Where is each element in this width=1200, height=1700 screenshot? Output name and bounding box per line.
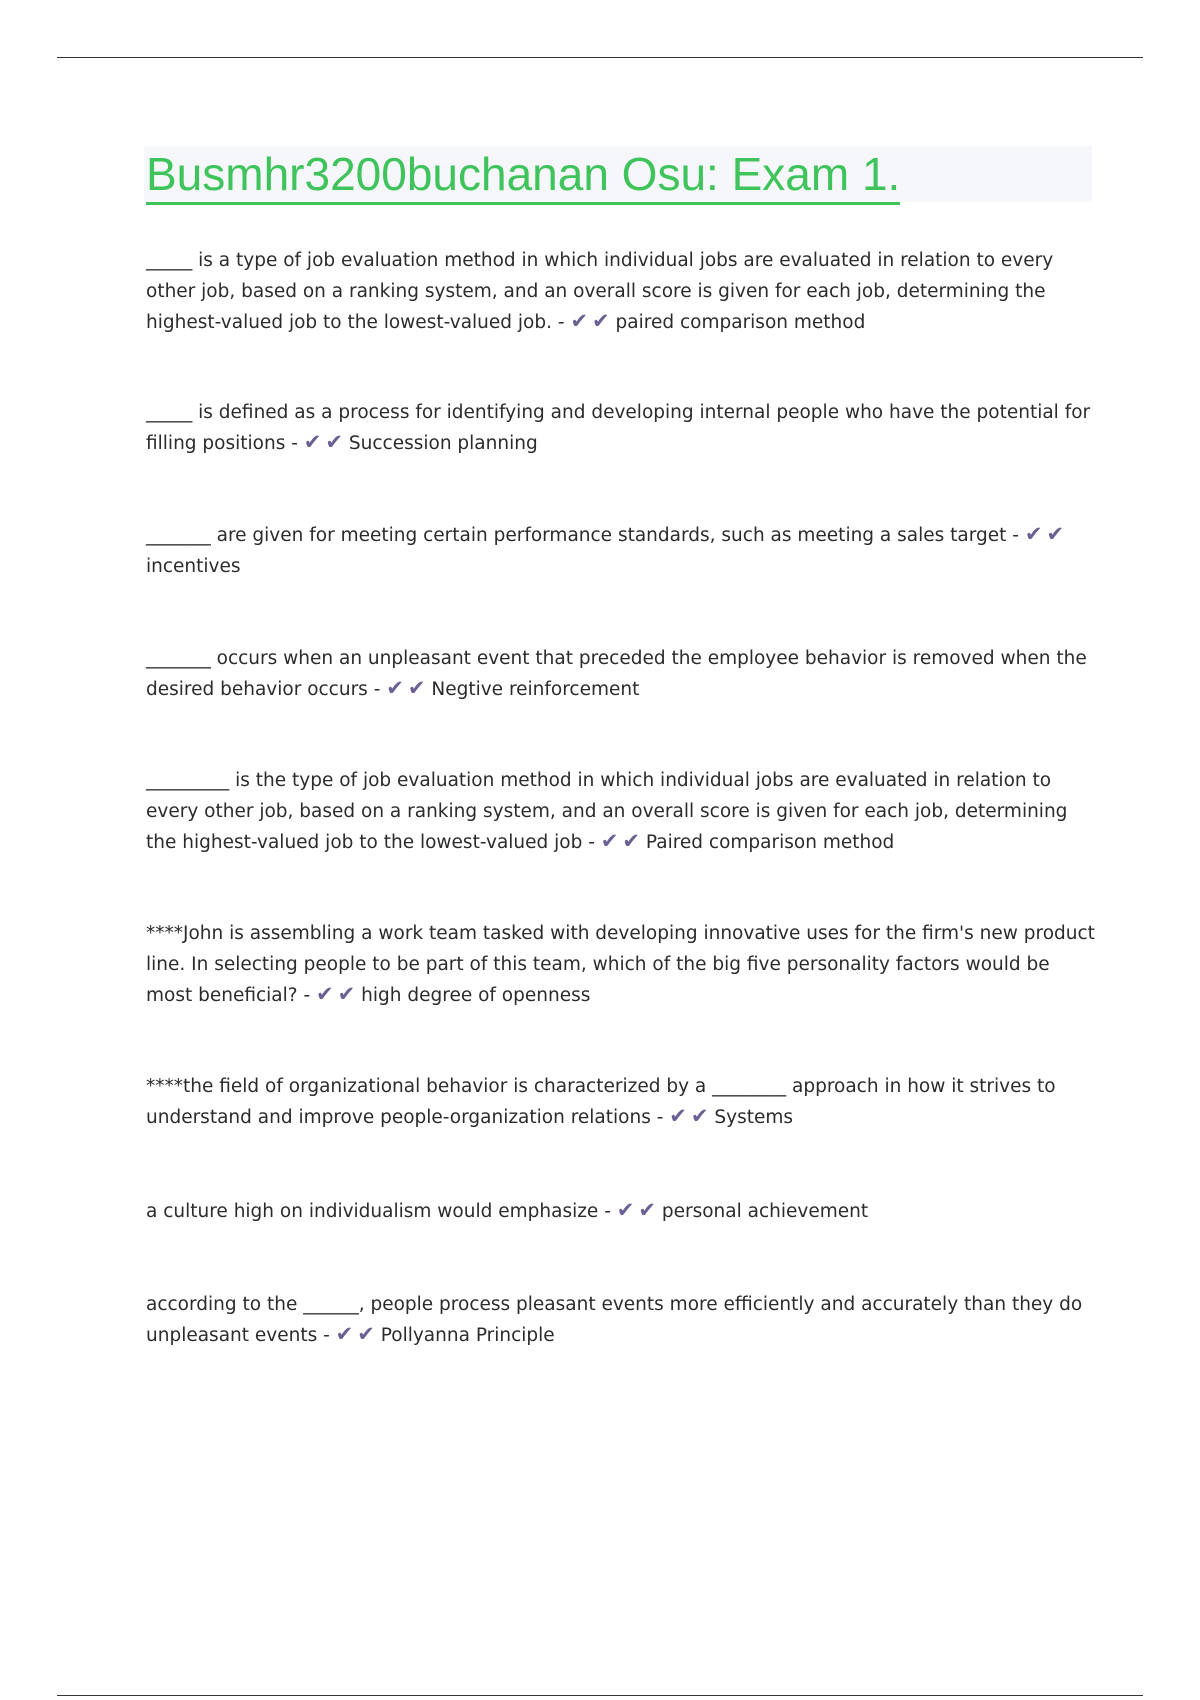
separator: -: [285, 433, 304, 454]
check-icon: ✔: [616, 1198, 635, 1222]
separator: -: [582, 832, 601, 853]
answer-text: high degree of openness: [361, 985, 591, 1006]
question-text: a culture high on individualism would emphasize: [146, 1201, 599, 1222]
check-icon: ✔: [669, 1104, 687, 1128]
check-icon: ✔: [600, 829, 619, 853]
check-icon: ✔: [325, 430, 343, 454]
answer-text: Pollyanna Principle: [380, 1325, 555, 1346]
check-icon: ✔: [407, 676, 426, 700]
answer-text: Negtive reinforcement: [431, 679, 640, 700]
separator: -: [552, 312, 571, 333]
question-text: _______ occurs when an unpleasant event that preceded the employee behavior is removed when the desired behavior occurs: [146, 648, 1087, 700]
question-text: _____ is defined as a process for identifying and developing internal people who have the potential for filling positions: [146, 402, 1091, 454]
answer-text: incentives: [146, 556, 241, 577]
answer-text: personal achievement: [661, 1201, 869, 1222]
qa-item-8: [146, 1196, 1096, 1227]
qa-item-7: [146, 1071, 1096, 1133]
question-text: ****the field of organizational behavior is characterized by a ________ approach in how it strives to understand and improve people-organization relations: [146, 1076, 1056, 1128]
top-rule: [57, 57, 1143, 58]
question-text: _______ are given for meeting certain performance standards, such as meeting a sales target: [146, 525, 1007, 546]
check-icon: ✔: [303, 430, 322, 454]
question-text: _____ is a type of job evaluation method in which individual jobs are evaluated in relation to every other job, based on a ranking system, and an overall score is given for each job, determining the highest-valued job to the lowest-valued job.: [146, 250, 1054, 333]
check-icon: ✔: [1046, 522, 1065, 546]
separator: -: [317, 1325, 336, 1346]
qa-item-9: [146, 1289, 1096, 1351]
answer-text: Succession planning: [348, 433, 538, 454]
separator: -: [297, 985, 317, 1006]
qa-item-5: [146, 765, 1096, 858]
qa-item-1: [146, 245, 1096, 338]
check-icon: ✔: [592, 309, 610, 333]
check-icon: ✔: [335, 1322, 354, 1346]
question-text: _________ is the type of job evaluation method in which individual jobs are evaluated in relation to every other job, based on a ranking system, and an overall score is given for each job, determining the highest-valued job to the lowest-valued job: [146, 770, 1068, 853]
check-icon: ✔: [570, 309, 589, 333]
separator: -: [1006, 525, 1025, 546]
question-text: ****John is assembling a work team tasked with developing innovative uses for the firm's new product line. In selecting people to be part of this team, which of the big five personality factors would be most beneficial?: [146, 923, 1095, 1006]
check-icon: ✔: [386, 676, 404, 700]
bottom-rule: [57, 1695, 1143, 1696]
answer-text: Systems: [714, 1107, 794, 1128]
answer-text: Paired comparison method: [645, 832, 895, 853]
separator: -: [367, 679, 387, 700]
check-icon: ✔: [357, 1322, 375, 1346]
check-icon: ✔: [1024, 522, 1043, 546]
separator: -: [650, 1107, 670, 1128]
question-text: according to the ______, people process pleasant events more efficiently and accurately than they do unpleasant events: [146, 1294, 1083, 1346]
answer-text: paired comparison method: [615, 312, 866, 333]
qa-item-4: [146, 643, 1096, 705]
document-title: Busmhr3200buchanan Osu: Exam 1.: [146, 146, 900, 205]
check-icon: ✔: [316, 982, 334, 1006]
separator: -: [598, 1201, 617, 1222]
qa-item-3: [146, 520, 1096, 582]
check-icon: ✔: [638, 1198, 656, 1222]
check-icon: ✔: [690, 1104, 709, 1128]
check-icon: ✔: [622, 829, 641, 853]
qa-item-6: [146, 918, 1096, 1011]
qa-item-2: [146, 397, 1096, 459]
check-icon: ✔: [337, 982, 356, 1006]
